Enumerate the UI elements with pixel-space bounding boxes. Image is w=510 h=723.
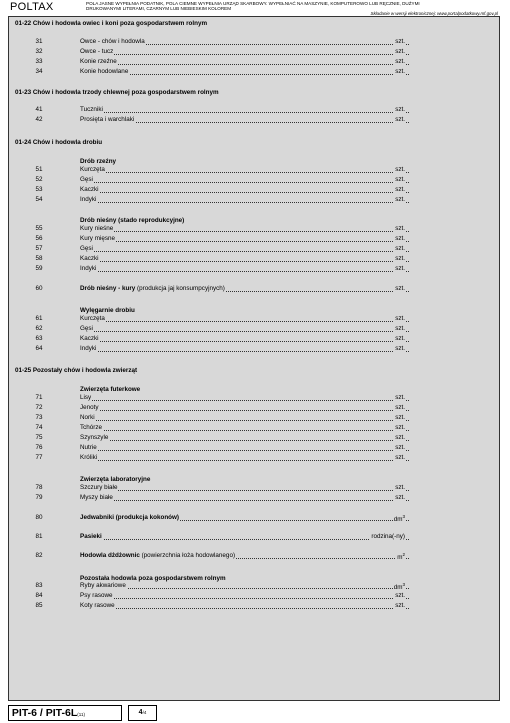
unit-text: szt. (395, 424, 405, 431)
row-label: Lisy (80, 394, 92, 401)
dotted-leader (80, 490, 409, 491)
unit-text: szt. (395, 58, 405, 65)
row-label: Ryby akwariowe (80, 582, 126, 589)
section-01-25: 01-25 Pozostały chów i hodowla zwierząt (15, 367, 138, 374)
row-unit (394, 68, 405, 75)
unit-text: szt. (395, 404, 405, 411)
row-label: Indyki (80, 345, 97, 352)
form-area (8, 16, 500, 701)
row-label: Kurczęta (80, 166, 105, 173)
form-row-60[interactable] (9, 285, 499, 294)
row-unit (394, 285, 405, 292)
unit-text: szt. (395, 325, 405, 332)
form-row-61[interactable] (9, 315, 499, 324)
unit-text: szt. (395, 345, 405, 352)
row-unit (394, 176, 405, 183)
unit-text: szt. (395, 176, 405, 183)
row-unit (370, 533, 405, 540)
subsection-pozostala: Pozostała hodowla poza gospodarstwem rolnym (80, 575, 226, 582)
row-label: Indyki (80, 265, 97, 272)
row-label (80, 552, 236, 559)
dotted-leader (80, 440, 409, 441)
form-row-53[interactable] (9, 186, 499, 195)
row-unit (394, 225, 405, 232)
row-number: 54 (35, 196, 43, 203)
row-number: 56 (35, 235, 43, 242)
row-label: Prosięta i warchlaki (80, 116, 135, 123)
form-name: PIT-6 / PIT-6L (11, 707, 78, 719)
row-label: Szczury białe (80, 484, 118, 491)
form-row-84[interactable] (9, 592, 499, 601)
section-01-22: 01-22 Chów i hodowla owiec i koni poza gospodarstwem rolnym (15, 20, 208, 27)
row-number: 31 (35, 38, 43, 45)
row-label: Kaczki (80, 255, 99, 262)
dotted-leader (80, 410, 409, 411)
row-unit (394, 245, 405, 252)
row-label-bold: Hodowla dżdżownic (80, 552, 140, 559)
unit-text: szt. (395, 315, 405, 322)
row-number: 42 (35, 116, 43, 123)
row-number: 74 (35, 424, 43, 431)
row-unit (394, 196, 405, 203)
form-row-71[interactable] (9, 394, 499, 403)
row-unit (394, 166, 405, 173)
dotted-leader (80, 400, 409, 401)
row-unit (394, 494, 405, 501)
page-total: /4 (142, 710, 147, 715)
row-unit (394, 315, 405, 322)
unit-text: szt. (395, 38, 405, 45)
row-number: 58 (35, 255, 43, 262)
row-label: Tchórze (80, 424, 103, 431)
row-label: Tuczniki (80, 106, 103, 113)
page-number: 4 (138, 709, 143, 716)
form-row-58[interactable] (9, 255, 499, 264)
dotted-leader (80, 351, 409, 352)
unit-text: szt. (395, 494, 405, 501)
row-label: Gęsi (80, 176, 93, 183)
dotted-leader (80, 430, 409, 431)
dotted-leader (80, 241, 409, 242)
form-row-75[interactable] (9, 434, 499, 443)
unit-text: dm (393, 584, 403, 592)
row-unit (394, 255, 405, 262)
row-label: Norki (80, 414, 95, 421)
form-row-42[interactable] (9, 116, 499, 125)
row-unit (394, 38, 405, 45)
row-number: 55 (35, 225, 43, 232)
form-row-64[interactable] (9, 345, 499, 354)
form-row-31[interactable] (9, 38, 499, 47)
subsection-drob-rzezny: Drób rzeźny (80, 158, 117, 165)
instructions (86, 1, 498, 16)
dotted-leader (80, 192, 409, 193)
dotted-leader (80, 450, 409, 451)
page-number-box (128, 705, 157, 721)
row-number: 60 (35, 285, 43, 292)
form-name-box (8, 705, 122, 721)
row-number: 80 (35, 514, 43, 521)
dotted-leader (80, 420, 409, 421)
row-label: Psy rasowe (80, 592, 113, 599)
unit-text: szt. (395, 196, 405, 203)
unit-superscript: 2 (402, 552, 405, 557)
row-number: 73 (35, 414, 43, 421)
form-row-78[interactable] (9, 484, 499, 493)
row-label: Szynszyle (80, 434, 109, 441)
row-unit (394, 444, 405, 451)
dotted-leader (80, 271, 409, 272)
row-label-extra: (powierzchnia łoża hodowlanego) (139, 552, 236, 559)
dotted-leader (80, 588, 409, 589)
row-number: 51 (35, 166, 43, 173)
subsection-futerkowe: Zwierzęta futerkowe (80, 386, 141, 393)
row-number: 61 (35, 315, 43, 322)
unit-text: szt. (395, 166, 405, 173)
row-number: 75 (35, 434, 43, 441)
form-row-51[interactable] (9, 166, 499, 175)
row-number: 33 (35, 58, 43, 65)
row-unit (394, 434, 405, 441)
row-unit (394, 602, 405, 609)
unit-text: szt. (395, 444, 405, 451)
row-number: 82 (35, 552, 43, 559)
row-number: 57 (35, 245, 43, 252)
row-number: 52 (35, 176, 43, 183)
row-unit (394, 325, 405, 332)
unit-text: dm (393, 516, 403, 524)
row-unit (394, 424, 405, 431)
form-row-32[interactable] (9, 48, 499, 57)
row-unit (394, 335, 405, 342)
row-label: Kaczki (80, 335, 99, 342)
row-unit (393, 582, 405, 591)
row-unit (394, 454, 405, 461)
row-label: Nutrie (80, 444, 97, 451)
subsection-laboratoryjne: Zwierzęta laboratoryjne (80, 476, 151, 483)
form-row-83[interactable] (9, 582, 499, 591)
form-row-57[interactable] (9, 245, 499, 254)
row-label: Indyki (80, 196, 97, 203)
subsection-drob-niesny: Drób nieśny (stado reprodukcyjne) (80, 217, 185, 224)
row-number: 72 (35, 404, 43, 411)
dotted-leader (80, 64, 409, 65)
unit-text: szt. (395, 394, 405, 401)
form-row-74[interactable] (9, 424, 499, 433)
form-row-41[interactable] (9, 106, 499, 115)
row-number: 78 (35, 484, 43, 491)
row-unit (394, 235, 405, 242)
form-row-73[interactable] (9, 414, 499, 423)
form-row-81[interactable] (9, 533, 499, 542)
row-unit (394, 106, 405, 113)
dotted-leader (80, 182, 409, 183)
row-label: Gęsi (80, 325, 93, 332)
row-unit (394, 116, 405, 123)
form-row-52[interactable] (9, 176, 499, 185)
row-label: Myszy białe (80, 494, 113, 501)
unit-text: szt. (395, 335, 405, 342)
row-unit (394, 186, 405, 193)
row-unit (394, 592, 405, 599)
dotted-leader (80, 112, 409, 113)
form-row-34[interactable] (9, 68, 499, 77)
row-label: Owce - chów i hodowla (80, 38, 145, 45)
form-row-72[interactable] (9, 404, 499, 413)
row-label: Koty rasowe (80, 602, 115, 609)
unit-text: szt. (395, 235, 405, 242)
row-label (80, 533, 103, 540)
unit-text: m (397, 554, 403, 562)
row-unit (396, 552, 405, 561)
row-label: Owce - tucz (80, 48, 114, 55)
dotted-leader (80, 341, 409, 342)
row-number: 32 (35, 48, 43, 55)
dotted-leader (80, 261, 409, 262)
row-number: 59 (35, 265, 43, 272)
dotted-leader (80, 460, 409, 461)
dotted-leader (80, 202, 409, 203)
row-number: 64 (35, 345, 43, 352)
row-unit (394, 394, 405, 401)
row-label: Kury nieśne (80, 225, 114, 232)
row-label-extra: (produkcja jaj konsumpcyjnych) (135, 285, 225, 292)
row-number: 63 (35, 335, 43, 342)
dotted-leader (80, 539, 409, 540)
instruction-line-1: POLA JASNE WYPEŁNIA PODATNIK, POLA CIEMNE WYPEŁNIA URZĄD SKARBOWY. WYPEŁNIAĆ NA MASZYNIE, KOMPUTEROWO LUB RĘCZNIE, DUŻYMI (86, 1, 420, 6)
unit-text: szt. (395, 245, 405, 252)
row-number: 79 (35, 494, 43, 501)
dotted-leader (80, 598, 409, 599)
row-label-bold: Jedwabniki (produkcja kokonów) (80, 514, 180, 521)
row-number: 83 (35, 582, 43, 589)
row-label: Kury mięsne (80, 235, 115, 242)
row-label (80, 514, 180, 521)
row-number: 71 (35, 394, 43, 401)
dotted-leader (80, 321, 409, 322)
dotted-leader (80, 500, 409, 501)
row-label: Kaczki (80, 186, 99, 193)
dotted-leader (80, 54, 409, 55)
unit-text: szt. (395, 116, 405, 123)
unit-superscript: 3 (402, 582, 405, 587)
unit-text: szt. (395, 285, 405, 292)
row-number: 62 (35, 325, 43, 332)
dotted-leader (80, 231, 409, 232)
form-row-54[interactable] (9, 196, 499, 205)
row-unit (394, 265, 405, 272)
row-unit (394, 484, 405, 491)
dotted-leader (80, 172, 409, 173)
form-row-79[interactable] (9, 494, 499, 503)
dotted-leader (80, 608, 409, 609)
row-label: Konie rzeźne (80, 58, 117, 65)
row-number: 85 (35, 602, 43, 609)
row-label: Kurczęta (80, 315, 105, 322)
unit-text: szt. (395, 414, 405, 421)
electronic-submission-note: Składanie w wersji elektronicznej: www.portalpodatkowy.mf.gov.pl (370, 11, 498, 16)
dotted-leader (80, 74, 409, 75)
unit-text: szt. (395, 48, 405, 55)
row-unit (394, 414, 405, 421)
unit-text: szt. (395, 106, 405, 113)
form-row-85[interactable] (9, 602, 499, 611)
row-unit (394, 58, 405, 65)
row-number: 76 (35, 444, 43, 451)
row-unit (394, 48, 405, 55)
row-number: 81 (35, 533, 43, 540)
form-row-56[interactable] (9, 235, 499, 244)
subsection-wylegarnie: Wylęgarnie drobiu (80, 307, 135, 314)
form-row-62[interactable] (9, 325, 499, 334)
form-row-82[interactable] (9, 552, 499, 561)
instruction-line-2: DRUKOWANYMI LITERAMI, CZARNYM LUB NIEBIESKIM KOLOREM (86, 6, 232, 11)
row-label (80, 285, 226, 292)
unit-text: szt. (395, 484, 405, 491)
dotted-leader (80, 251, 409, 252)
form-row-55[interactable] (9, 225, 499, 234)
section-01-23: 01-23 Chów i hodowla trzody chlewnej poza gospodarstwem rolnym (15, 89, 219, 96)
form-row-33[interactable] (9, 58, 499, 67)
unit-text: szt. (395, 265, 405, 272)
form-row-59[interactable] (9, 265, 499, 274)
row-label: Gęsi (80, 245, 93, 252)
form-row-63[interactable] (9, 335, 499, 344)
form-row-80[interactable] (9, 514, 499, 523)
form-version: (11) (77, 712, 85, 717)
row-label: Króliki (80, 454, 98, 461)
row-unit (394, 404, 405, 411)
row-label-bold: Pasieki (80, 533, 102, 540)
row-label-bold: Drób nieśny - kury (80, 285, 136, 292)
unit-text: szt. (395, 434, 405, 441)
unit-text: szt. (395, 225, 405, 232)
row-unit (394, 345, 405, 352)
row-number: 77 (35, 454, 43, 461)
row-number: 34 (35, 68, 43, 75)
unit-text: szt. (395, 186, 405, 193)
row-number: 53 (35, 186, 43, 193)
row-label: Jenoty (80, 404, 99, 411)
unit-text: szt. (395, 592, 405, 599)
form-row-77[interactable] (9, 454, 499, 463)
dotted-leader (80, 331, 409, 332)
page-header (0, 0, 510, 16)
row-number: 84 (35, 592, 43, 599)
form-row-76[interactable] (9, 444, 499, 453)
unit-text: szt. (395, 68, 405, 75)
section-01-24: 01-24 Chów i hodowla drobiu (15, 139, 103, 146)
unit-text: rodzina(-ny) (371, 533, 405, 540)
row-label: Konie hodowlane (80, 68, 129, 75)
row-unit (393, 514, 405, 523)
unit-superscript: 3 (402, 514, 405, 519)
unit-text: szt. (395, 454, 405, 461)
unit-text: szt. (395, 255, 405, 262)
unit-text: szt. (395, 602, 405, 609)
row-number: 41 (35, 106, 43, 113)
poltax-logo: POLTAX (10, 1, 54, 13)
